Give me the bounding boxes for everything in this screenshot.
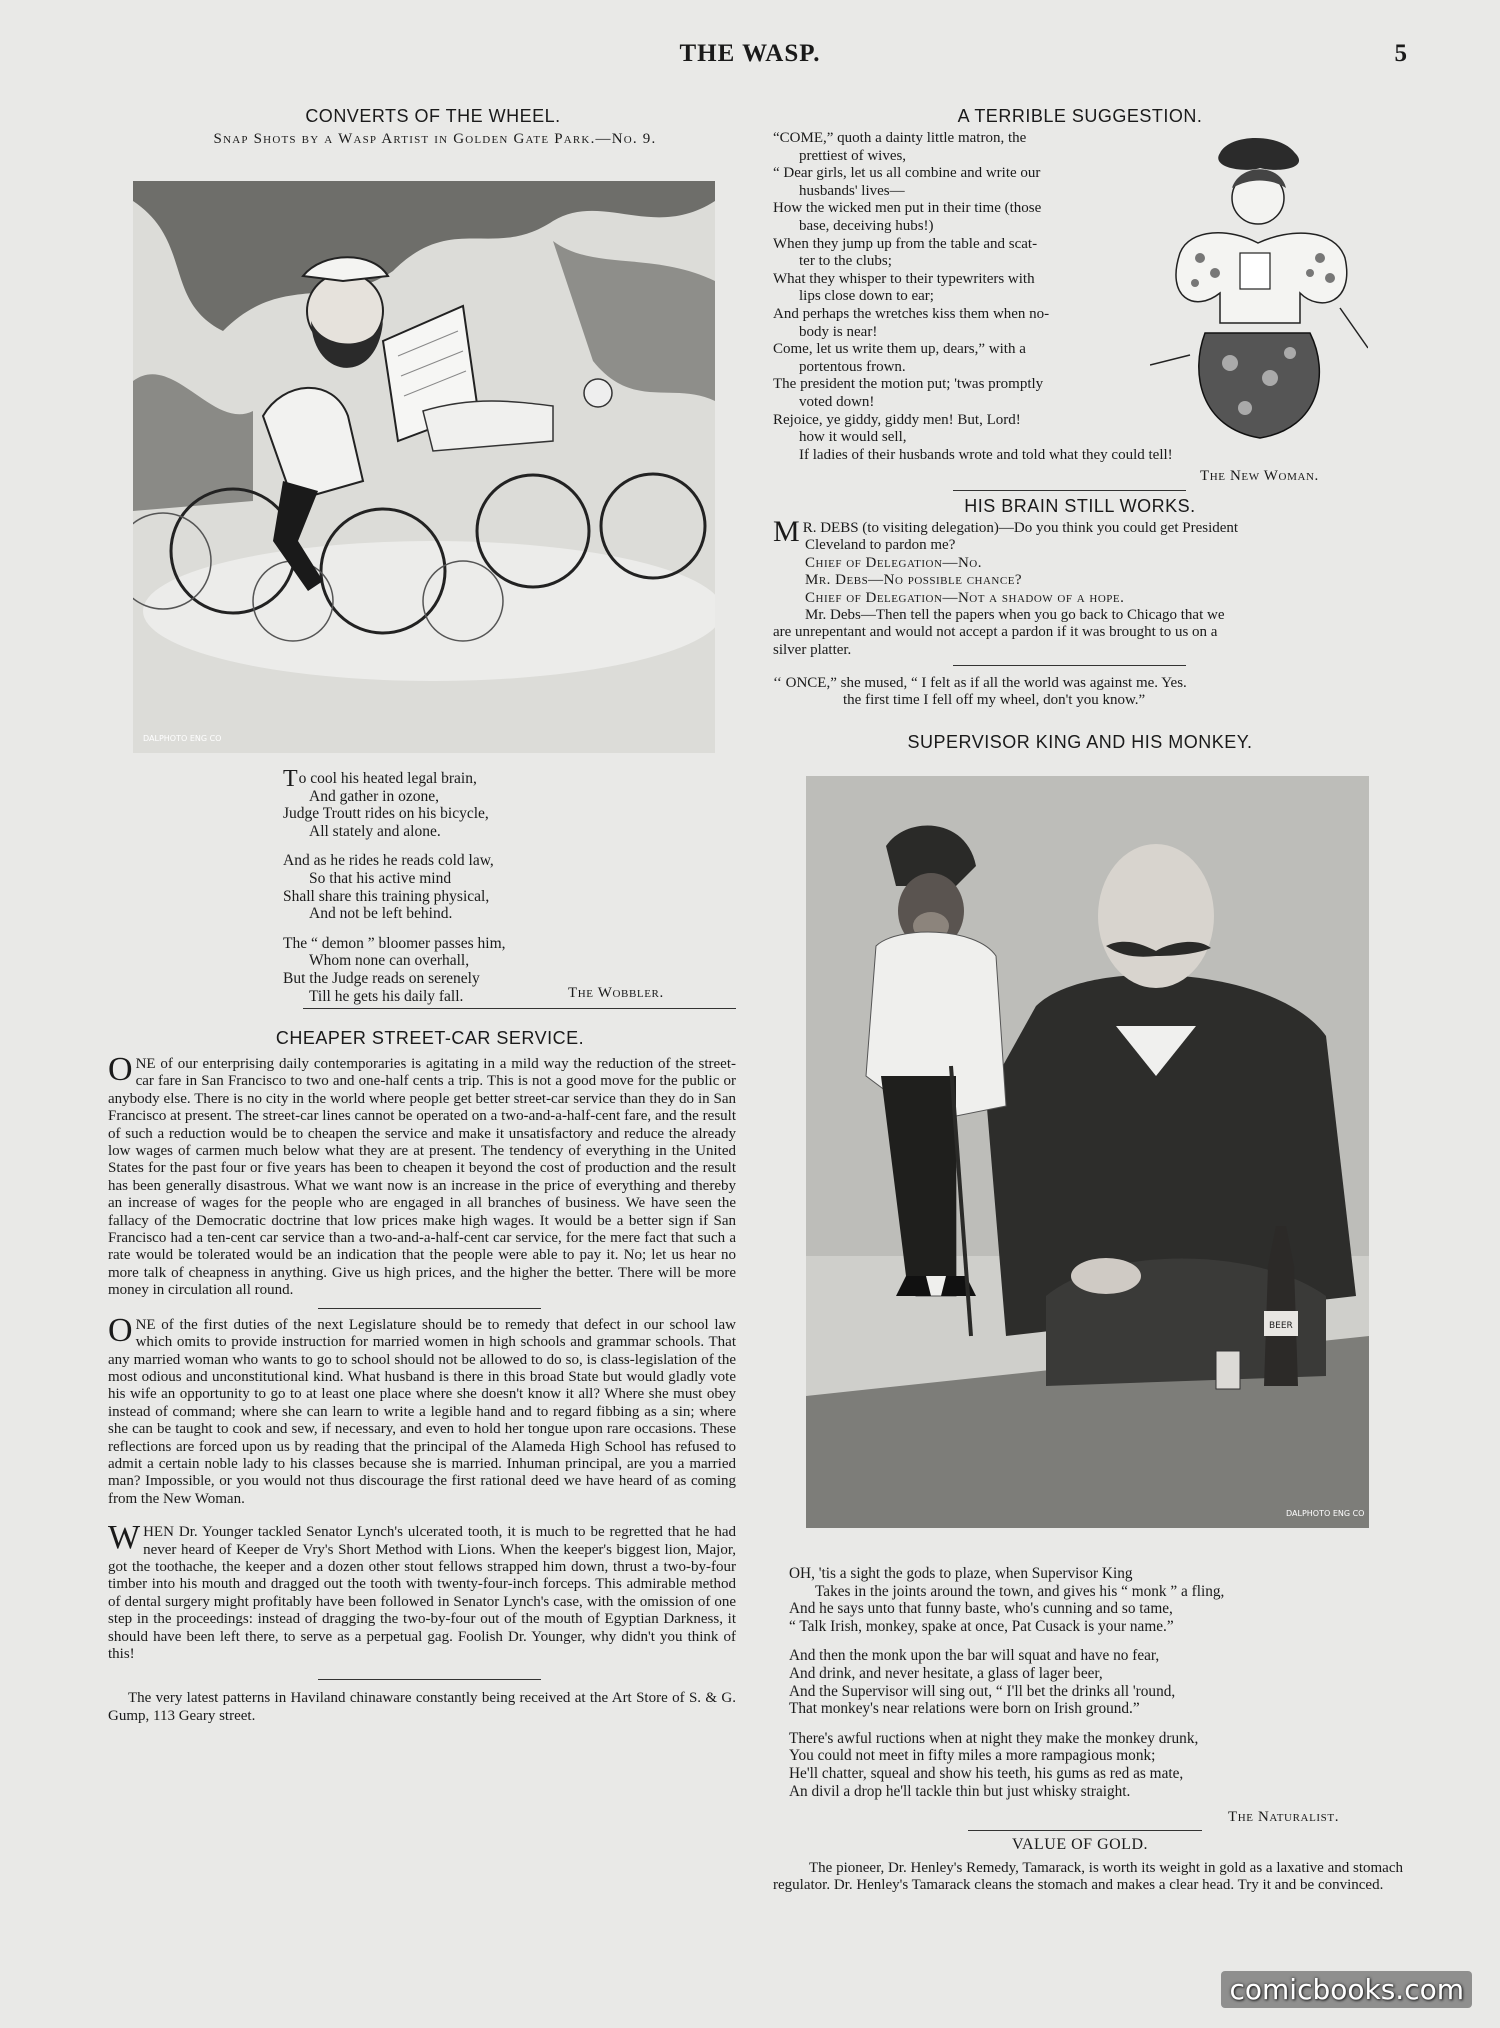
supervisor-king-photo xyxy=(806,776,1369,1528)
converts-subtitle: Snap Shots by a Wasp Artist in Golden Gate Park.—No. 9. xyxy=(213,131,657,147)
once-quote xyxy=(773,675,1413,710)
poem-line: how it would sell, xyxy=(799,429,907,446)
streetcar-paragraph-1: NE of our enterprising daily contemporaries is agitating in a mild way the reduction of the street-car fare in San Francisco to two and one-half cents a trip. This is not a good move for the public or anybody else. There is no city in the world where people get better street-car service than they do in San Francisco at present. The street-car lines cannot be operated on a two-and-a-half-cent fare, and the result of such a reduction would be to cheapen the service and make it unsatisfactory and reduce the already low wages of carmen much below what they are at present. The tendency of everything in the United States for the past four or five years has been to cheapen it beyond the cost of production and the result has been generally disastrous. What we want now is an increase in the price of everything and thereby an increase of wages for the people who are engaged in all branches of business. We have seen the fallacy of the Democratic doctrine that low prices make high wages. It would be a better sign if San Francisco had a ten-cent car service than a two-and-a-half-cent car service, for the mere fact that such a rate would be tolerated would be an indication that the people were able to pay it. No; let us hear no more talk of cheapness in anything. Give us high prices, and the higher the better. There will be more money in circulation all round. xyxy=(108,1056,736,1299)
poem-line: And the Supervisor will sing out, “ I'll bet the drinks all 'round, xyxy=(789,1682,1176,1700)
dialog-line: Mr. Debs—No possible chance? xyxy=(805,572,1023,589)
dialog-line: are unrepentant and would not accept a pardon if it was brought to us on a xyxy=(773,624,1218,641)
poem-line: And perhaps the wretches kiss them when no- xyxy=(773,305,1050,322)
converts-title: CONVERTS OF THE WHEEL. xyxy=(305,106,561,126)
poem-line: “COME,” quoth a dainty little matron, the xyxy=(773,130,1027,146)
poem-line: And drink, and never hesitate, a glass of lager beer, xyxy=(789,1664,1103,1682)
dialog-line: R. DEBS (to visiting delegation)—Do you think you could get President xyxy=(802,520,1239,536)
quote-line: the first time I fell off my wheel, don't you know.” xyxy=(843,692,1146,709)
school-law-paragraph: NE of the first duties of the next Legislature should be to remedy that defect in our school law which omits to provide instruction for married women in high schools and grammar schools. That any married woman who wants to go to school should not be allowed to do so, is class-legislation of the most odious and unconstitutional kind. What husband is there in this broad State but would gladly vote his wife an opportunity to go to at least one place where she doesn't know it all? Where she must obey instead of command; where she can learn to write a legible hand and to regard fibbing as a sin; where she can be taught to cook and sew, if necessary, and even to hold her tongue upon rare occasions. These reflections are forced upon us by reading that the principal of the Alameda High School has refused to admit a certain noble lady to his classes because she is married. Inhuman principal, are you a married man? Impossible, or you would not thus discourage the first rational deed we have heard of as coming from the New Woman. xyxy=(108,1316,736,1507)
king-poem xyxy=(789,1565,1409,1800)
dropcap: M xyxy=(773,515,800,548)
naturalist-signature: The Naturalist. xyxy=(1228,1809,1340,1825)
poem-line: And not be left behind. xyxy=(309,905,453,923)
poem-line: The “ demon ” bloomer passes him, xyxy=(283,934,506,952)
divider xyxy=(953,665,1186,666)
poem-line: He'll chatter, squeal and show his teeth, his gums as red as mate, xyxy=(789,1764,1184,1782)
dropcap: O xyxy=(108,1051,133,1088)
brain-title: HIS BRAIN STILL WORKS. xyxy=(964,496,1196,516)
gold-title: VALUE OF GOLD. xyxy=(1011,1836,1149,1853)
poem-line: Come, let us write them up, dears,” with a xyxy=(773,341,1026,358)
poem-line: Whom none can overhall, xyxy=(309,952,470,970)
dialog-line: silver platter. xyxy=(773,641,852,658)
cyclist-cartoon-drawing xyxy=(133,181,715,753)
divider xyxy=(318,1308,541,1309)
poem-line: How the wicked men put in their time (those xyxy=(773,200,1042,217)
poem-line: And he says unto that funny baste, who's cunning and so tame, xyxy=(789,1600,1173,1618)
haviland-notice: The very latest patterns in Haviland chinaware constantly being received at the Art Store of S. & G. Gump, 113 Geary street. xyxy=(108,1690,736,1724)
poem-line: body is near! xyxy=(799,323,878,340)
terrible-suggestion-poem xyxy=(773,130,1373,464)
poem-line: OH, 'tis a sight the gods to plaze, when Supervisor King xyxy=(789,1565,1133,1582)
poem-line: ter to the clubs; xyxy=(799,253,892,270)
poem-line: There's awful ructions when at night they make the monkey drunk, xyxy=(789,1729,1199,1747)
poem-line: Judge Troutt rides on his bicycle, xyxy=(283,805,489,823)
dropcap: W xyxy=(108,1519,141,1557)
divider xyxy=(968,1830,1202,1831)
dialog-line: Chief of Delegation—No. xyxy=(805,554,982,571)
poem-line: If ladies of their husbands wrote and told what they could tell! xyxy=(799,446,1173,463)
poem-line: Till he gets his daily fall. xyxy=(309,987,464,1005)
poem-line: All stately and alone. xyxy=(309,822,441,840)
gold-text: The pioneer, Dr. Henley's Remedy, Tamarack, is worth its weight in gold as a laxative and stomach regulator. Dr. Henley's Tamarack cleans the stomach and makes a clear head. Try it and be convinced. xyxy=(773,1860,1403,1894)
poem-line: Rejoice, ye giddy, giddy men! But, Lord! xyxy=(773,411,1021,428)
poem-line: Shall share this training physical, xyxy=(283,887,490,905)
cyclist-cartoon-illustration xyxy=(133,181,715,753)
poem-line: portentous frown. xyxy=(799,358,906,375)
poem-line: You could not meet in fifty miles a more rampagious monk; xyxy=(789,1747,1156,1765)
poem-line: “ Talk Irish, monkey, spake at once, Pat Cusack is your name.” xyxy=(789,1617,1174,1635)
divider xyxy=(303,1008,736,1009)
photo-credit: DALPHOTO ENG CO xyxy=(1286,1509,1365,1518)
dialog-line: Chief of Delegation—Not a shadow of a hope. xyxy=(805,589,1125,606)
poem-line: That monkey's near relations were born on Irish ground.” xyxy=(789,1700,1140,1718)
streetcar-article xyxy=(108,1051,736,1741)
brain-dialog xyxy=(773,515,1413,659)
poem-line: And gather in ozone, xyxy=(309,787,439,805)
poem-line: An divil a drop he'll tackle thin but just whisky straight. xyxy=(789,1782,1131,1800)
wobbler-signature: The Wobbler. xyxy=(568,985,664,1001)
dr-younger-paragraph: HEN Dr. Younger tackled Senator Lynch's ulcerated tooth, it is much to be regretted that he had never heard of Keeper de Vry's Short Method with Lions. When the keeper's biggest lion, Major, got the toothache, the keeper and a dozen other stout fellows strapped him down, thrust a two-by-four timber into his mouth and dragged out the tooth with twenty-four-inch forceps. This admirable method of dental surgery might profitably have been followed in Senator Lynch's case, with the omission of one step in the proceedings: instead of dragging the two-by-four out of the mouth of Egyptian Darkness, it should have been left there, to serve as a perpetual gag. Foolish Dr. Younger, why didn't you think of this! xyxy=(108,1524,736,1662)
poem-line: What they whisper to their typewriters with xyxy=(773,270,1035,287)
poem-line: “ Dear girls, let us all combine and write our xyxy=(773,165,1041,182)
supervisor-king-photo-drawing xyxy=(806,776,1369,1528)
poem-line: T o cool his heated legal brain, xyxy=(283,766,477,792)
poem-line: Takes in the joints around the town, and gives his “ monk ” a fling, xyxy=(815,1582,1225,1600)
wobbler-poem xyxy=(283,766,723,1005)
poem-line: base, deceiving hubs!) xyxy=(799,217,934,234)
bottle-label: BEER xyxy=(1269,1321,1293,1331)
page-header-title: THE WASP. xyxy=(679,40,821,67)
king-title: SUPERVISOR KING AND HIS MONKEY. xyxy=(907,732,1253,752)
divider xyxy=(953,490,1186,491)
poem-line: lips close down to ear; xyxy=(799,288,934,305)
poem-line: voted down! xyxy=(799,393,875,410)
poem-line: And as he rides he reads cold law, xyxy=(283,852,494,870)
quote-line: ‘‘ ONCE,” she mused, “ I felt as if all the world was against me. Yes. xyxy=(773,675,1187,691)
poem-line: But the Judge reads on serenely xyxy=(283,969,480,987)
dialog-line: Mr. Debs—Then tell the papers when you go back to Chicago that we xyxy=(805,607,1225,624)
dialog-line: Cleveland to pardon me? xyxy=(805,537,956,554)
new-woman-signature: The New Woman. xyxy=(1200,468,1319,484)
cartoon-credit: DALPHOTO ENG CO xyxy=(143,734,222,743)
page-number: 5 xyxy=(1394,40,1407,67)
poem-line: So that his active mind xyxy=(309,869,452,887)
poem-line: prettiest of wives, xyxy=(799,147,907,164)
poem-line: The president the motion put; 'twas promptly xyxy=(773,376,1044,393)
divider xyxy=(318,1679,541,1680)
streetcar-title: CHEAPER STREET-CAR SERVICE. xyxy=(275,1028,585,1048)
dropcap: O xyxy=(108,1311,133,1349)
terrible-suggestion-title: A TERRIBLE SUGGESTION. xyxy=(957,106,1203,126)
site-watermark: comicbooks.com xyxy=(1221,1971,1472,2008)
poem-line: When they jump up from the table and scat- xyxy=(773,235,1038,252)
poem-line: And then the monk upon the bar will squat and have no fear, xyxy=(789,1647,1160,1665)
poem-line: husbands' lives— xyxy=(799,182,905,199)
